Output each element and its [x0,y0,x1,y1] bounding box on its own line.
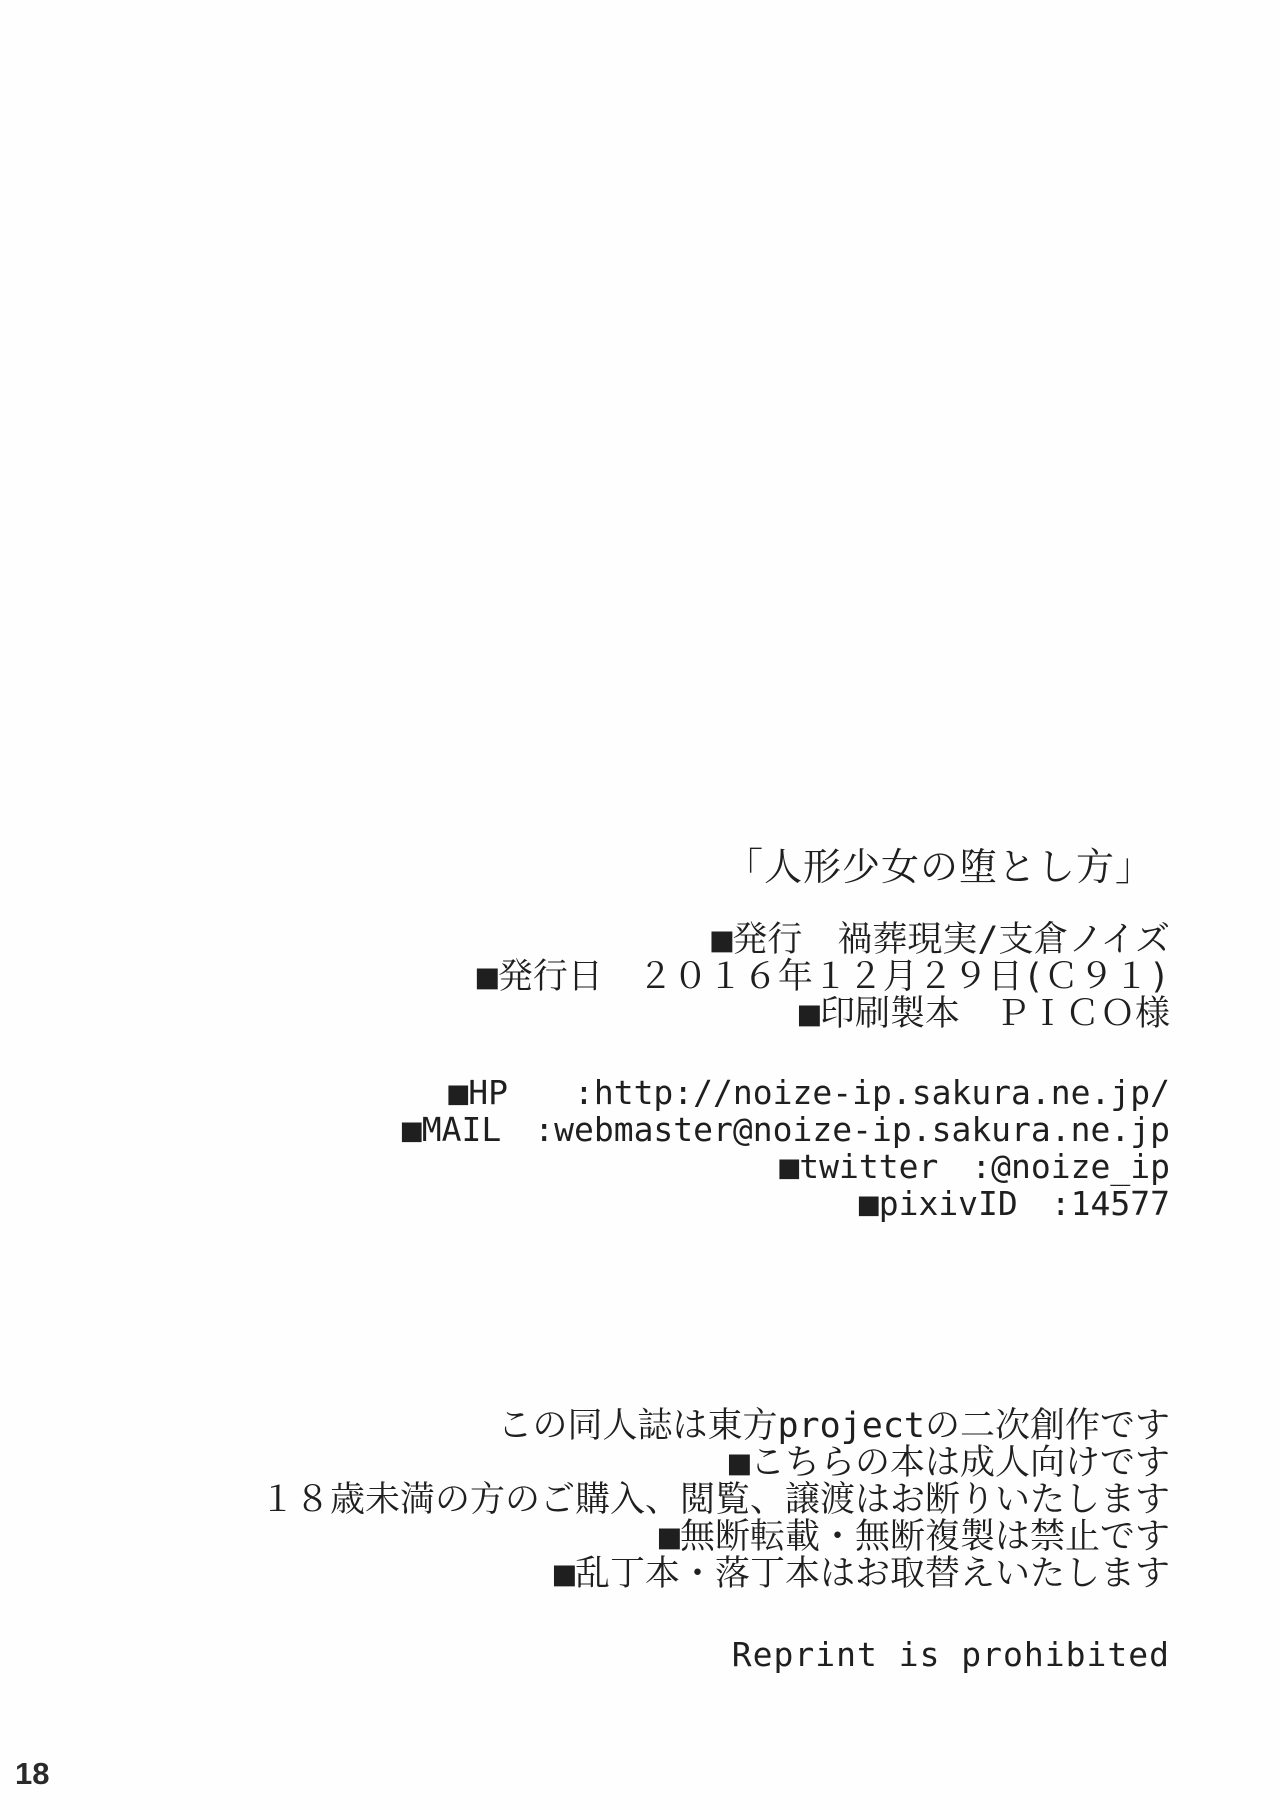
mail-address-line: ■MAIL :webmaster@noize-ip.sakura.ne.jp [401,1110,1170,1149]
twitter-handle-line: ■twitter :@noize_ip [779,1147,1170,1186]
publisher-line: ■発行 禍葬現実/支倉ノイズ [711,920,1170,960]
disclaimer-under-18: １８歳未満の方のご購入、閲覧、譲渡はお断りいたします [259,1480,1170,1520]
disclaimer-derivative-work: この同人誌は東方projectの二次創作です [497,1406,1170,1446]
book-title: 「人形少女の堕とし方」 [724,845,1154,889]
disclaimer-no-reproduction: ■無断転載・無断複製は禁止です [658,1517,1170,1557]
publication-date-line: ■発行日 ２０１６年１２月２９日(Ｃ９１) [476,957,1170,997]
page-number: 18 [15,1756,50,1791]
disclaimer-misprint-exchange: ■乱丁本・落丁本はお取替えいたします [553,1554,1170,1594]
disclaimer-adult-only: ■こちらの本は成人向けです [728,1443,1170,1483]
printer-line: ■印刷製本 ＰＩＣＯ様 [798,994,1170,1034]
reprint-prohibited-notice: Reprint is prohibited [731,1635,1170,1674]
pixiv-id-line: ■pixivID :14577 [858,1184,1170,1223]
homepage-url-line: ■HP :http://noize-ip.sakura.ne.jp/ [448,1073,1170,1112]
